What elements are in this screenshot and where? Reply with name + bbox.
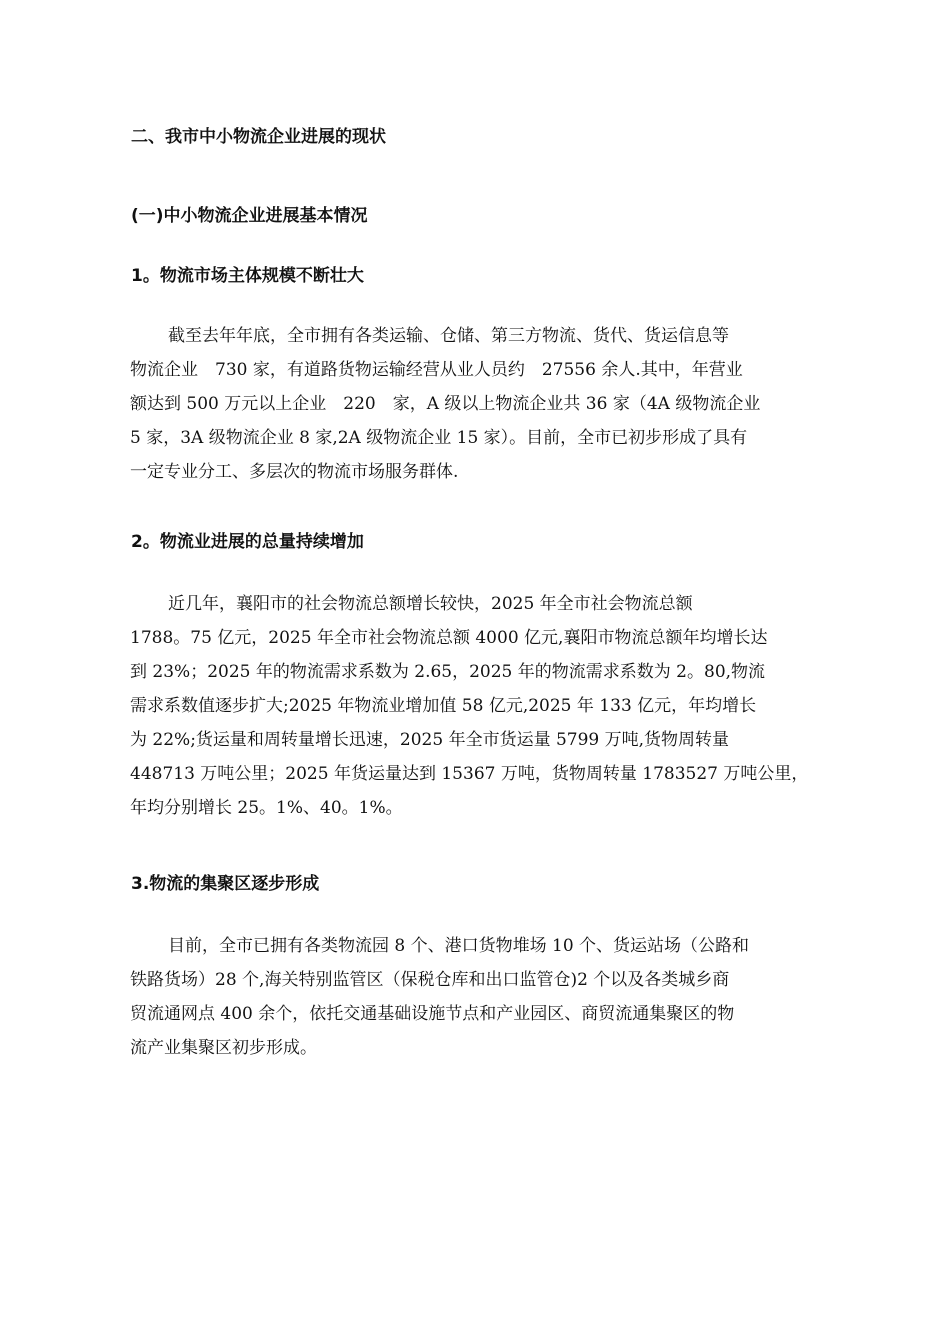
section-title: 二、我市中小物流企业进展的现状	[131, 127, 386, 147]
paragraph-line: 1788。75 亿元，2025 年全市社会物流总额 4000 亿元,襄阳市物流总额年均增长达	[130, 628, 768, 648]
paragraph-line: 贸流通网点 400 余个，依托交通基础设施节点和产业园区、商贸流通集聚区的物	[130, 1004, 735, 1024]
paragraph-line: 物流企业 730 家，有道路货物运输经营从业人员约 27556 余人.其中，年营业	[130, 360, 743, 380]
paragraph-line: 需求系数值逐步扩大;2025 年物流业增加值 58 亿元,2025 年 133 亿元，年均增长	[130, 696, 757, 716]
item-heading-2: 2。物流业进展的总量持续增加	[131, 532, 364, 552]
paragraph-line: 到 23%；2025 年的物流需求系数为 2.65，2025 年的物流需求系数为 2。80,物流	[130, 662, 766, 682]
paragraph-line: 年均分别增长 25。1%、40。1%。	[130, 798, 403, 818]
paragraph-line: 流产业集聚区初步形成。	[130, 1038, 317, 1058]
item-heading-3: 3.物流的集聚区逐步形成	[131, 874, 320, 894]
paragraph-line: 铁路货场）28 个,海关特别监管区（保税仓库和出口监管仓)2 个以及各类城乡商	[130, 970, 730, 990]
item-heading-1: 1。物流市场主体规模不断壮大	[131, 266, 364, 286]
subsection-title: (一)中小物流企业进展基本情况	[131, 206, 368, 226]
paragraph-line: 5 家，3A 级物流企业 8 家,2A 级物流企业 15 家）。目前，全市已初步形成了具有	[130, 428, 748, 448]
paragraph-line: 截至去年年底，全市拥有各类运输、仓储、第三方物流、货代、货运信息等	[168, 326, 729, 346]
item-paragraph-3	[130, 929, 820, 1065]
paragraph-line: 目前，全市已拥有各类物流园 8 个、港口货物堆场 10 个、货运站场（公路和	[168, 936, 750, 956]
item-paragraph-1	[130, 319, 820, 489]
paragraph-line: 近几年，襄阳市的社会物流总额增长较快，2025 年全市社会物流总额	[168, 594, 693, 614]
item-paragraph-2	[130, 587, 820, 825]
paragraph-line: 一定专业分工、多层次的物流市场服务群体.	[130, 462, 459, 482]
paragraph-line: 448713 万吨公里；2025 年货运量达到 15367 万吨，货物周转量 1783527 万吨公里，	[130, 764, 809, 784]
paragraph-line: 为 22%;货运量和周转量增长迅速，2025 年全市货运量 5799 万吨,货物周转量	[130, 730, 730, 750]
paragraph-line: 额达到 500 万元以上企业 220 家，A 级以上物流企业共 36 家（4A 级物流企业	[130, 394, 761, 414]
